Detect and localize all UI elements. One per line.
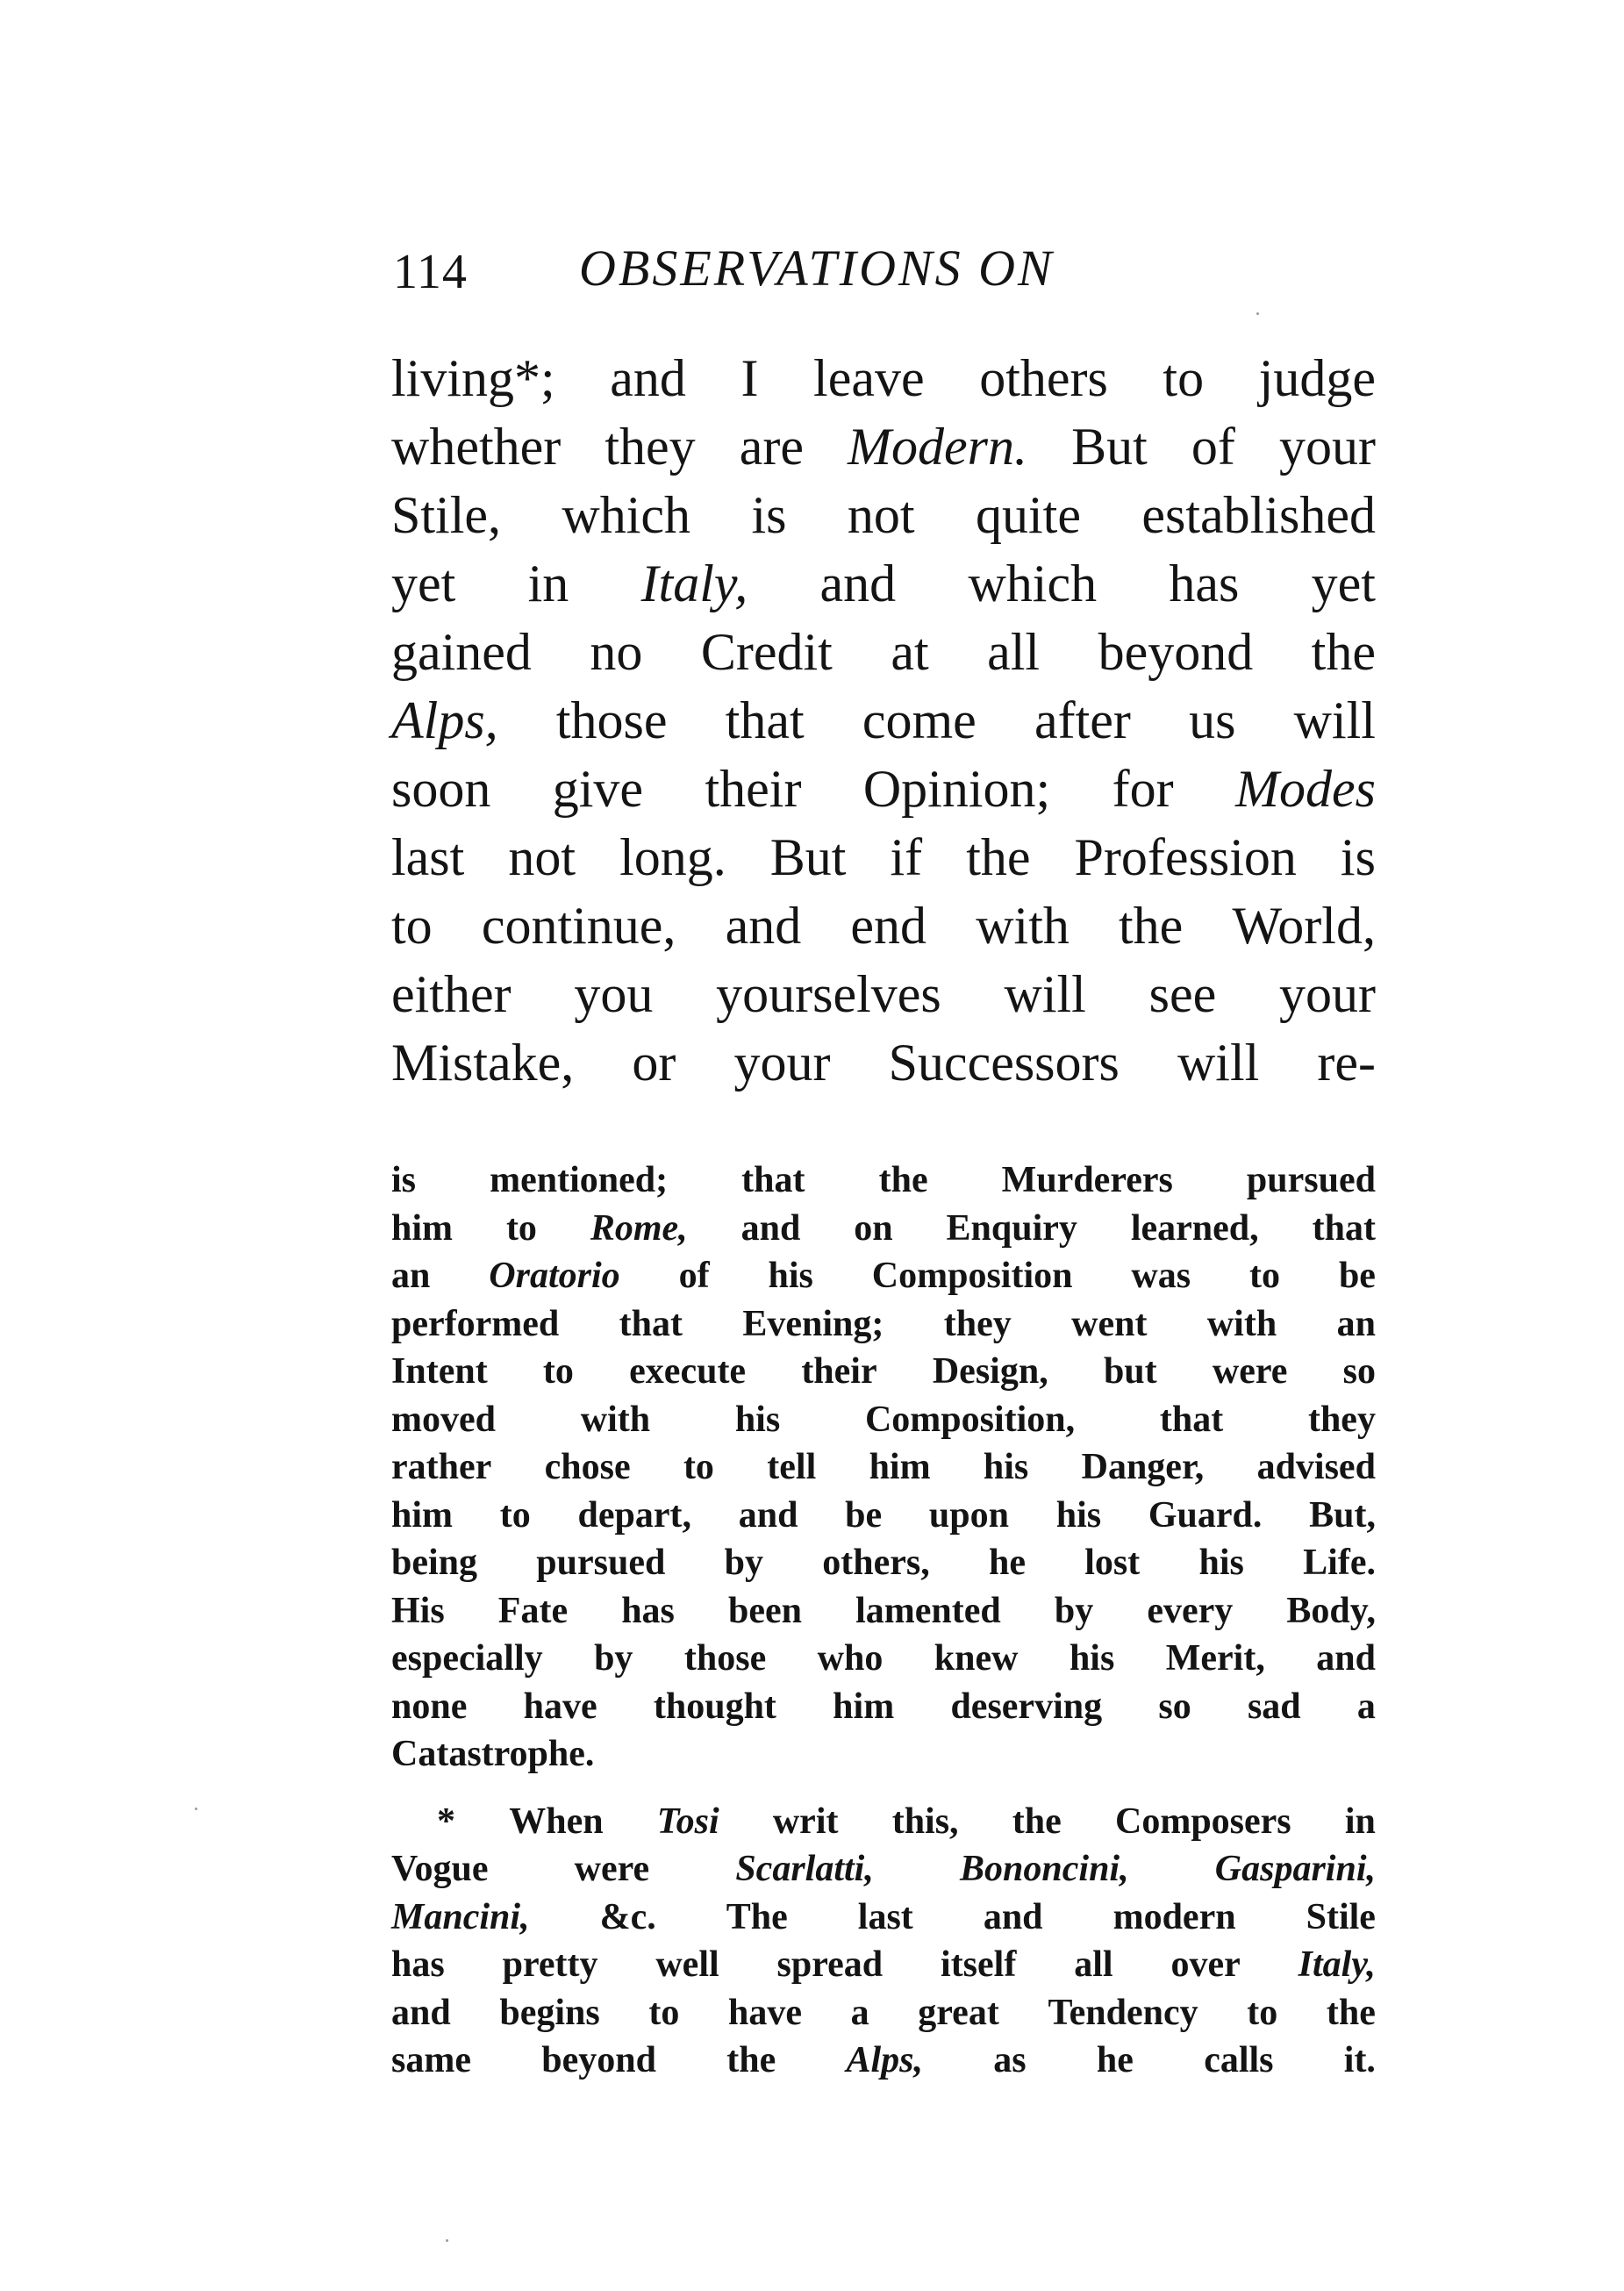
word: and — [610, 349, 686, 407]
text-line — [391, 1894, 1376, 1942]
word: as — [993, 2040, 1027, 2080]
word: be — [845, 1494, 883, 1536]
word: your — [1278, 418, 1376, 476]
text-line — [391, 1300, 1376, 1349]
text-line — [391, 1492, 1376, 1540]
word: Vogue — [391, 1849, 489, 1889]
word: his — [1069, 1638, 1115, 1679]
text-line — [391, 1539, 1376, 1587]
word: execute — [629, 1351, 747, 1392]
word: to — [505, 1207, 537, 1249]
word: Fate — [497, 1590, 569, 1631]
word: is — [751, 486, 787, 544]
word: tell — [767, 1447, 817, 1487]
word: that — [619, 1303, 683, 1344]
word: performed — [391, 1303, 560, 1344]
word: * — [437, 1801, 455, 1842]
word: were — [574, 1849, 650, 1889]
word: it. — [1343, 2040, 1376, 2080]
word: modern — [1112, 1896, 1236, 1937]
word: that — [725, 691, 805, 749]
footnotes-block — [391, 1156, 1376, 2085]
text-line — [391, 412, 1376, 481]
word: but — [1103, 1351, 1157, 1392]
word: that — [1159, 1399, 1224, 1440]
word: and — [391, 1992, 451, 2033]
word: Guard. — [1148, 1494, 1263, 1536]
word: will — [1293, 691, 1376, 749]
word: the — [1119, 897, 1184, 955]
word: every — [1147, 1590, 1234, 1631]
word: all — [987, 623, 1041, 681]
word: went — [1071, 1303, 1148, 1344]
word: soon — [391, 760, 491, 818]
word: him — [391, 1494, 454, 1536]
word: will — [1177, 1034, 1260, 1092]
word: us — [1189, 691, 1236, 749]
word: in — [527, 555, 569, 612]
word: The — [726, 1896, 788, 1937]
word: learned, — [1130, 1207, 1259, 1249]
word: established — [1141, 486, 1376, 544]
word: is — [1340, 828, 1376, 886]
word: leave — [813, 349, 925, 407]
word: Mancini, — [391, 1896, 530, 1937]
word: they — [1307, 1399, 1376, 1440]
word: have — [728, 1992, 803, 2033]
word: being — [391, 1543, 478, 1583]
word: him — [833, 1686, 895, 1727]
word: that — [1312, 1207, 1376, 1249]
word: him — [391, 1207, 454, 1249]
word: who — [817, 1638, 884, 1679]
word: beyond — [1098, 623, 1254, 681]
word: Evening; — [742, 1303, 884, 1344]
word: with — [1206, 1303, 1277, 1344]
word: Bononcini, — [960, 1849, 1129, 1889]
word: itself — [941, 1944, 1017, 1985]
word: the — [1012, 1801, 1062, 1842]
word: by — [1054, 1590, 1094, 1631]
word: has — [621, 1590, 675, 1631]
word: Composition — [871, 1256, 1073, 1296]
word: not — [508, 828, 576, 886]
word: same — [391, 2040, 471, 2080]
word: him — [869, 1447, 931, 1487]
word: But — [1071, 418, 1148, 476]
word: end — [850, 897, 927, 955]
word: Stile — [1306, 1896, 1376, 1937]
word: and — [740, 1207, 801, 1249]
word: But, — [1309, 1494, 1376, 1536]
text-line — [391, 1941, 1376, 1989]
text-line — [391, 1028, 1376, 1097]
text-line — [391, 755, 1376, 823]
word: and — [983, 1896, 1043, 1937]
word: on — [854, 1207, 893, 1249]
word: yet — [1311, 555, 1376, 612]
word: all — [1074, 1944, 1113, 1985]
text-line — [391, 891, 1376, 960]
word: Scarlatti, — [735, 1849, 874, 1889]
word: his — [983, 1447, 1029, 1487]
word: have — [523, 1686, 597, 1727]
word: long. — [619, 828, 726, 886]
word: to — [1249, 1256, 1281, 1296]
main-text-block — [391, 344, 1376, 1097]
word: and — [738, 1494, 798, 1536]
word: knew — [934, 1638, 1019, 1679]
scan-speck — [446, 2239, 448, 2242]
word: last — [857, 1896, 913, 1937]
word: be — [1338, 1256, 1376, 1296]
word: Italy, — [640, 555, 748, 612]
word: your — [1279, 965, 1376, 1023]
word: his — [1055, 1494, 1102, 1536]
word: others — [979, 349, 1108, 407]
word: Composition, — [864, 1399, 1076, 1440]
word: Mistake, — [391, 1034, 575, 1092]
word: continue, — [481, 897, 676, 955]
word: advised — [1256, 1447, 1376, 1487]
word: Rome, — [590, 1207, 688, 1249]
text-line — [391, 1730, 1376, 1779]
word: Intent — [391, 1351, 488, 1392]
word: Modes — [1234, 760, 1376, 818]
text-line — [391, 1443, 1376, 1492]
word: has — [391, 1944, 445, 1985]
text-line — [391, 1798, 1376, 1846]
word: gained — [391, 623, 532, 681]
word: their — [705, 760, 802, 818]
word: this, — [891, 1801, 959, 1842]
word: will — [1004, 965, 1086, 1023]
word: &c. — [599, 1896, 656, 1937]
scan-speck — [1256, 312, 1259, 315]
text-line — [391, 1989, 1376, 2037]
word: were — [1212, 1351, 1288, 1392]
word: that — [741, 1160, 805, 1200]
text-line — [391, 549, 1376, 618]
word: great — [918, 1992, 999, 2033]
word: come — [862, 691, 977, 749]
word: Stile, — [391, 486, 502, 544]
text-line — [391, 960, 1376, 1028]
word: Enquiry — [946, 1207, 1077, 1249]
text-line — [391, 1635, 1376, 1683]
word: thought — [653, 1686, 776, 1727]
word: in — [1344, 1801, 1376, 1842]
word: living*; — [391, 349, 555, 407]
word: an — [391, 1256, 431, 1296]
word: especially — [391, 1638, 543, 1679]
word: they — [605, 418, 696, 476]
word: has — [1169, 555, 1240, 612]
text-line — [391, 1205, 1376, 1253]
word: spread — [776, 1944, 884, 1985]
word: Murderers — [1001, 1160, 1173, 1200]
word: he — [1096, 2040, 1134, 2080]
text-line — [391, 1845, 1376, 1894]
word: Catastrophe. — [391, 1734, 595, 1774]
word: When — [509, 1801, 604, 1842]
word: by — [594, 1638, 633, 1679]
word: pretty — [502, 1944, 598, 1985]
word: his — [1198, 1543, 1244, 1583]
word: Tendency — [1048, 1992, 1198, 2033]
word: over — [1170, 1944, 1241, 1985]
word: their — [801, 1351, 877, 1392]
word: see — [1148, 965, 1217, 1023]
word: so — [1342, 1351, 1376, 1392]
word: give — [552, 760, 644, 818]
word: lamented — [855, 1590, 1001, 1631]
word: rather — [391, 1447, 492, 1487]
word: lost — [1084, 1543, 1141, 1583]
word: last — [391, 828, 465, 886]
word: beyond — [541, 2040, 656, 2080]
word: been — [728, 1590, 803, 1631]
word: for — [1112, 760, 1174, 818]
word: was — [1131, 1256, 1191, 1296]
word: to — [648, 1992, 680, 2033]
word: writ — [772, 1801, 839, 1842]
word: the — [726, 2040, 776, 2080]
word: the — [966, 828, 1031, 886]
word: by — [724, 1543, 763, 1583]
text-line — [391, 1587, 1376, 1636]
word: a — [850, 1992, 869, 2033]
word: Gasparini, — [1214, 1849, 1376, 1889]
word: Alps, — [846, 2040, 924, 2080]
word: are — [739, 418, 804, 476]
word: Opinion; — [862, 760, 1051, 818]
word: your — [733, 1034, 831, 1092]
word: to — [391, 897, 433, 955]
word: and — [725, 897, 802, 955]
word: to — [683, 1447, 714, 1487]
word: Alps, — [391, 691, 498, 749]
footnote-continued — [391, 1156, 1376, 1779]
running-head: OBSERVATIONS ON — [579, 240, 1055, 297]
scan-speck — [195, 1808, 197, 1810]
word: pursued — [536, 1543, 666, 1583]
word: he — [989, 1543, 1026, 1583]
word: World, — [1232, 897, 1376, 955]
word: a — [1356, 1686, 1376, 1727]
word: his — [734, 1399, 781, 1440]
text-line — [391, 344, 1376, 412]
word: deserving — [950, 1686, 1103, 1727]
word: yet — [391, 555, 456, 612]
text-line — [391, 618, 1376, 686]
word: an — [1336, 1303, 1376, 1344]
word: those — [683, 1638, 767, 1679]
word: pursued — [1246, 1160, 1376, 1200]
word: and — [1316, 1638, 1376, 1679]
word: after — [1034, 691, 1131, 749]
word: his — [768, 1256, 813, 1296]
word: mentioned; — [490, 1160, 669, 1200]
word: whether — [391, 418, 562, 476]
word: those — [555, 691, 668, 749]
text-line — [391, 823, 1376, 891]
word: upon — [928, 1494, 1009, 1536]
word: Body, — [1286, 1590, 1376, 1631]
word: Danger, — [1081, 1447, 1205, 1487]
word: the — [1326, 1992, 1376, 2033]
word: or — [632, 1034, 676, 1092]
word: Modern. — [848, 418, 1028, 476]
word: Merit, — [1165, 1638, 1265, 1679]
word: they — [943, 1303, 1012, 1344]
word: Composers — [1115, 1801, 1291, 1842]
word: either — [391, 965, 512, 1023]
text-line — [391, 481, 1376, 549]
word: the — [1311, 623, 1376, 681]
word: well — [655, 1944, 719, 1985]
word: calls — [1204, 2040, 1274, 2080]
word: to — [542, 1351, 574, 1392]
word: with — [580, 1399, 651, 1440]
word: not — [847, 486, 915, 544]
word: others, — [822, 1543, 930, 1583]
word: His — [391, 1590, 445, 1631]
text-line — [391, 1396, 1376, 1444]
word: if — [890, 828, 923, 886]
word: which — [562, 486, 691, 544]
word: quite — [975, 486, 1081, 544]
word: Successors — [888, 1034, 1120, 1092]
word: I — [740, 349, 759, 407]
word: But — [769, 828, 847, 886]
word: Credit — [700, 623, 833, 681]
word: you — [574, 965, 654, 1023]
footnote-tosi — [391, 1798, 1376, 2085]
word: the — [878, 1160, 928, 1200]
word: judge — [1258, 349, 1376, 407]
word: Tosi — [656, 1801, 719, 1842]
word: Oratorio — [489, 1256, 620, 1296]
text-line — [391, 686, 1376, 755]
word: to — [1163, 349, 1205, 407]
text-line — [391, 1683, 1376, 1731]
word: sad — [1247, 1686, 1301, 1727]
text-line — [391, 1252, 1376, 1300]
word: of — [1191, 418, 1235, 476]
word: is — [391, 1160, 417, 1200]
word: Profession — [1074, 828, 1297, 886]
running-header — [393, 240, 1384, 314]
text-line — [391, 2037, 1376, 2085]
word: to — [499, 1494, 531, 1536]
word: re- — [1317, 1034, 1376, 1092]
word: Italy, — [1298, 1944, 1376, 1985]
word: with — [976, 897, 1070, 955]
page-number: 114 — [393, 245, 468, 299]
text-line — [391, 1348, 1376, 1396]
word: and — [819, 555, 897, 612]
word: which — [968, 555, 1098, 612]
word: so — [1158, 1686, 1191, 1727]
word: Life. — [1303, 1543, 1376, 1583]
word: to — [1247, 1992, 1278, 2033]
word: moved — [391, 1399, 496, 1440]
word: of — [678, 1256, 710, 1296]
word: at — [891, 623, 929, 681]
word: no — [590, 623, 643, 681]
word: none — [391, 1686, 468, 1727]
word: chose — [544, 1447, 631, 1487]
word: begins — [499, 1992, 600, 2033]
word: depart, — [577, 1494, 691, 1536]
text-line — [391, 1156, 1376, 1205]
word: Design, — [932, 1351, 1048, 1392]
word: yourselves — [716, 965, 941, 1023]
